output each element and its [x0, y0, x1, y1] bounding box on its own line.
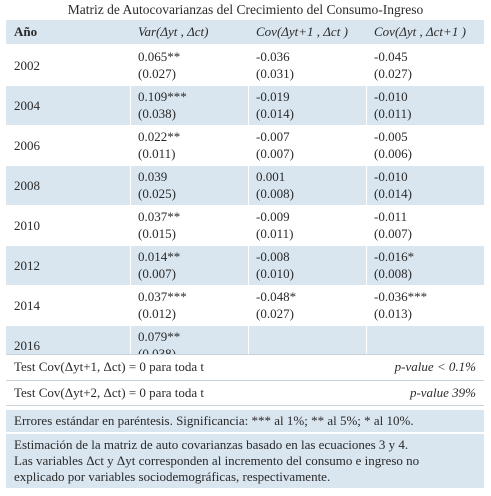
estimate: -0.048*	[256, 289, 297, 304]
estimate: -0.010	[374, 169, 408, 184]
cell-col2	[248, 246, 366, 286]
table-row	[6, 206, 484, 246]
std-error: (0.038)	[138, 106, 176, 121]
estimate: 0.039	[138, 169, 168, 184]
std-error: (0.027)	[138, 66, 176, 81]
row-year: 2002	[6, 46, 130, 86]
estimate: -0.008	[256, 249, 290, 264]
table-row	[6, 166, 484, 206]
header-cov-lead-y: Cov(Δyt+1 , Δct )	[248, 20, 366, 46]
row-year: 2004	[6, 86, 130, 126]
test-row-2	[6, 380, 484, 406]
row-year: 2016	[6, 326, 130, 366]
table-body	[6, 46, 484, 366]
std-error: (0.027)	[374, 66, 412, 81]
test-pvalue-2: p-value 39%	[409, 385, 476, 400]
estimate: 0.001	[256, 169, 286, 184]
estimate: -0.010	[374, 89, 408, 104]
std-error: (0.007)	[138, 266, 176, 281]
estimate: -0.019	[256, 89, 290, 104]
cell-col1	[130, 246, 248, 286]
cell-col2	[248, 286, 366, 326]
std-error: (0.007)	[256, 146, 294, 161]
table-row	[6, 46, 484, 86]
estimate: 0.037***	[138, 289, 187, 304]
estimation-note-line-2: Las variables Δct y Δyt corresponden al incremento del consumo e ingreso no	[14, 453, 420, 468]
estimate: -0.009	[256, 209, 290, 224]
cell-col3	[366, 86, 484, 126]
std-error: (0.008)	[256, 186, 294, 201]
autocovariance-table	[6, 20, 484, 366]
cell-col1	[130, 86, 248, 126]
test-label-2: Test Cov(Δyt+2, Δct) = 0 para toda t	[14, 385, 205, 400]
estimation-note	[6, 434, 484, 488]
cell-col3	[366, 46, 484, 86]
table-row	[6, 246, 484, 286]
std-error: (0.031)	[256, 66, 294, 81]
estimate: 0.014**	[138, 249, 181, 264]
cell-col1	[130, 126, 248, 166]
test-row-1	[6, 354, 484, 380]
header-var: Var(Δyt , Δct)	[130, 20, 248, 46]
cell-col3	[366, 206, 484, 246]
test-label-1: Test Cov(Δyt+1, Δct) = 0 para toda t	[14, 359, 205, 374]
header-cov-lead-c: Cov(Δyt , Δct+1 )	[366, 20, 484, 46]
header-row	[6, 20, 484, 46]
cell-col2	[248, 126, 366, 166]
table-title: Matriz de Autocovarianzas del Crecimiento del Consumo-Ingreso	[67, 2, 424, 17]
estimate: -0.007	[256, 129, 290, 144]
cell-col1	[130, 286, 248, 326]
cell-col3	[366, 166, 484, 206]
tests-block	[6, 354, 484, 406]
std-error: (0.014)	[256, 106, 294, 121]
estimate: 0.109***	[138, 89, 187, 104]
std-error: (0.008)	[374, 266, 412, 281]
estimate: 0.065**	[138, 49, 181, 64]
row-year: 2008	[6, 166, 130, 206]
cell-col2	[248, 166, 366, 206]
cell-col1	[130, 166, 248, 206]
estimation-note-line-3: explicado por variables sociodemográficas, respectivamente.	[14, 469, 331, 484]
std-error: (0.015)	[138, 226, 176, 241]
std-error: (0.025)	[138, 186, 176, 201]
cell-col2	[248, 206, 366, 246]
table-row	[6, 86, 484, 126]
cell-col3	[366, 246, 484, 286]
std-error: (0.007)	[374, 226, 412, 241]
std-error: (0.013)	[374, 306, 412, 321]
estimate: -0.036	[256, 49, 290, 64]
std-error: (0.011)	[256, 226, 294, 241]
row-year: 2014	[6, 286, 130, 326]
cell-col1	[130, 46, 248, 86]
cell-col3	[366, 126, 484, 166]
estimate: -0.011	[374, 209, 408, 224]
std-error: (0.010)	[256, 266, 294, 281]
std-error: (0.011)	[138, 146, 176, 161]
estimate: -0.016*	[374, 249, 415, 264]
std-error: (0.027)	[256, 306, 294, 321]
cell-col1	[130, 206, 248, 246]
cell-col3	[366, 286, 484, 326]
row-year: 2006	[6, 126, 130, 166]
estimate: 0.037**	[138, 209, 181, 224]
estimate: -0.036***	[374, 289, 428, 304]
estimate: 0.022**	[138, 129, 181, 144]
estimate: 0.079**	[138, 329, 181, 344]
std-error: (0.006)	[374, 146, 412, 161]
table-row	[6, 126, 484, 166]
row-year: 2012	[6, 246, 130, 286]
row-year: 2010	[6, 206, 130, 246]
test-pvalue-1: p-value < 0.1%	[394, 359, 476, 374]
cell-col2	[248, 86, 366, 126]
std-error: (0.012)	[138, 306, 176, 321]
estimate: -0.005	[374, 129, 408, 144]
estimation-note-line-1: Estimación de la matriz de auto covarianzas basado en las ecuaciones 3 y 4.	[14, 437, 409, 452]
errors-note: Errores estándar en paréntesis. Significancia: *** al 1%; ** al 5%; * al 10%.	[6, 410, 484, 432]
estimate: -0.045	[374, 49, 408, 64]
table-row	[6, 286, 484, 326]
cell-col2	[248, 46, 366, 86]
std-error: (0.011)	[374, 106, 412, 121]
std-error: (0.014)	[374, 186, 412, 201]
header-year: Año	[6, 20, 130, 46]
